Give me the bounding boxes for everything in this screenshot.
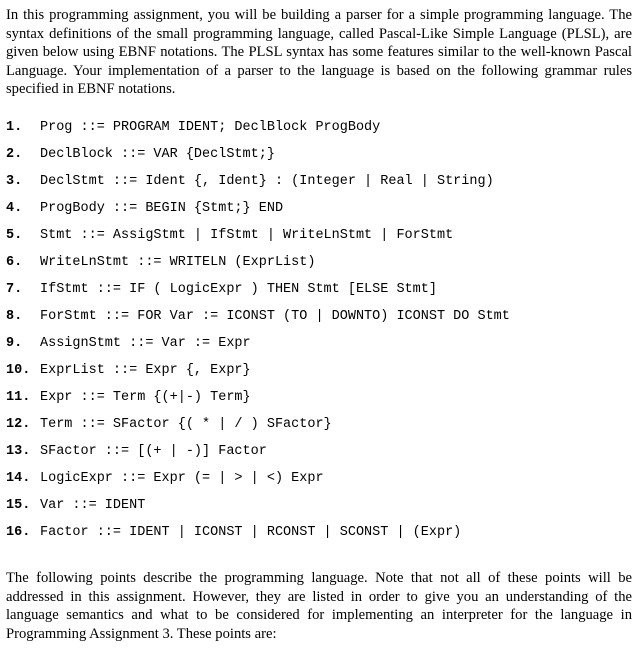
rule-number: 5. — [6, 228, 23, 243]
grammar-rule — [6, 141, 632, 168]
rule-text: AssignStmt ::= Var := Expr — [40, 336, 251, 351]
grammar-rules-list — [6, 114, 632, 546]
rule-number: 16. — [6, 525, 31, 540]
grammar-rule — [6, 222, 632, 249]
rule-number: 6. — [6, 255, 23, 270]
grammar-rule — [6, 168, 632, 195]
rule-text: ProgBody ::= BEGIN {Stmt;} END — [40, 201, 284, 216]
rule-number: 10. — [6, 363, 31, 378]
rule-text: ExprList ::= Expr {, Expr} — [40, 363, 251, 378]
grammar-rule — [6, 411, 632, 438]
rule-number: 15. — [6, 498, 31, 513]
rule-text: SFactor ::= [(+ | -)] Factor — [40, 444, 267, 459]
rule-number: 11. — [6, 390, 31, 405]
points-paragraph: The following points describe the programming language. Note that not all of these points will be addressed in this assignment. However, they are listed in order to give you an understanding of the language semantics and what to be considered for implementing an interpreter for the language in Programming Assignment 3. These points are: — [6, 570, 632, 642]
grammar-rule — [6, 276, 632, 303]
rule-number: 13. — [6, 444, 31, 459]
rule-number: 7. — [6, 282, 23, 297]
rule-number: 4. — [6, 201, 23, 216]
rule-text: Var ::= IDENT — [40, 498, 146, 513]
grammar-rule — [6, 492, 632, 519]
rule-number: 12. — [6, 417, 31, 432]
grammar-rule — [6, 357, 632, 384]
grammar-rule — [6, 438, 632, 465]
rule-text: DeclStmt ::= Ident {, Ident} : (Integer | Real | String) — [40, 174, 494, 189]
rule-text: Expr ::= Term {(+|-) Term} — [40, 390, 251, 405]
rule-number: 8. — [6, 309, 23, 324]
rule-number: 3. — [6, 174, 23, 189]
rule-text: LogicExpr ::= Expr (= | > | <) Expr — [40, 471, 324, 486]
rule-number: 9. — [6, 336, 23, 351]
rule-number: 2. — [6, 147, 23, 162]
grammar-rule — [6, 195, 632, 222]
grammar-rule — [6, 384, 632, 411]
grammar-rule — [6, 249, 632, 276]
grammar-rule — [6, 330, 632, 357]
rule-number: 1. — [6, 120, 23, 135]
grammar-rule — [6, 519, 632, 546]
rule-text: Prog ::= PROGRAM IDENT; DeclBlock ProgBody — [40, 120, 381, 135]
grammar-rule — [6, 465, 632, 492]
rule-text: Term ::= SFactor {( * | / ) SFactor} — [40, 417, 332, 432]
rule-text: ForStmt ::= FOR Var := ICONST (TO | DOWNTO) ICONST DO Stmt — [40, 309, 510, 324]
rule-number: 14. — [6, 471, 31, 486]
rule-text: DeclBlock ::= VAR {DeclStmt;} — [40, 147, 275, 162]
rule-text: Stmt ::= AssigStmt | IfStmt | WriteLnStmt | ForStmt — [40, 228, 454, 243]
intro-paragraph: In this programming assignment, you will be building a parser for a simple programming language. The syntax definitions of the small programming language, called Pascal-Like Simple Language (PLSL), are given below using EBNF notations. The PLSL syntax has some features similar to the well-known Pascal Language. Your implementation of a parser to the language is based on the following grammar rules specified in EBNF notations. — [6, 7, 632, 97]
grammar-rule — [6, 303, 632, 330]
grammar-rule — [6, 114, 632, 141]
rule-text: Factor ::= IDENT | ICONST | RCONST | SCONST | (Expr) — [40, 525, 462, 540]
rule-text: WriteLnStmt ::= WRITELN (ExprList) — [40, 255, 316, 270]
rule-text: IfStmt ::= IF ( LogicExpr ) THEN Stmt [ELSE Stmt] — [40, 282, 437, 297]
